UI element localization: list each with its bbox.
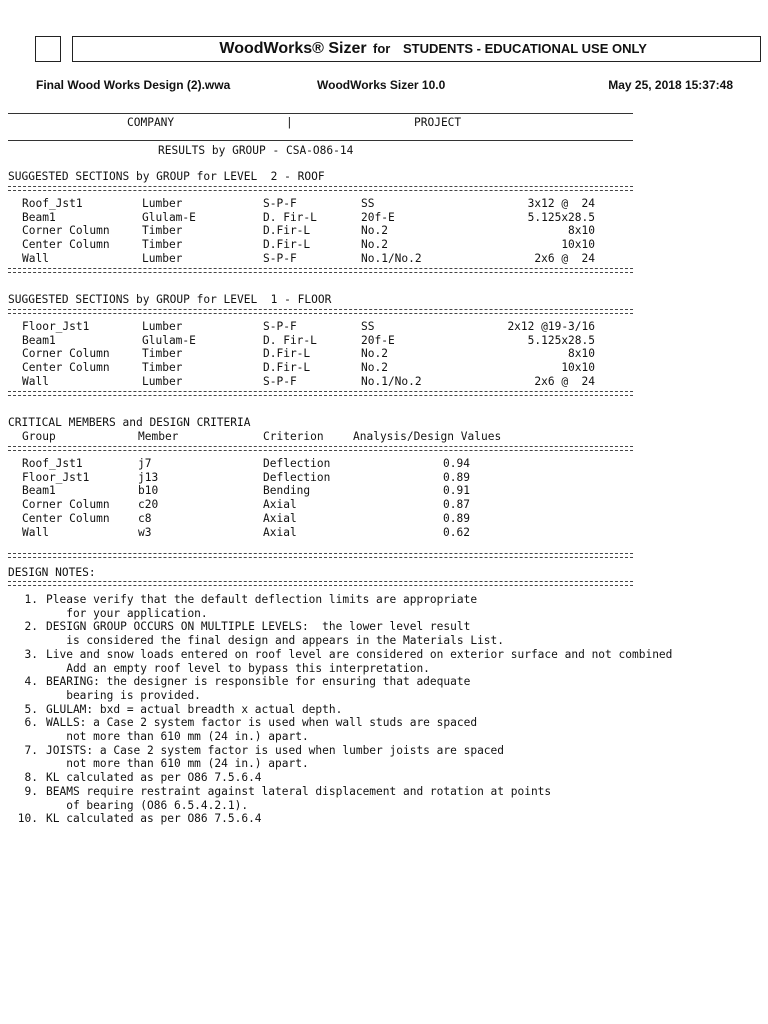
size-cell: 3x12 @ 24 bbox=[527, 197, 595, 210]
note-text: GLULAM: bxd = actual breadth x actual depth. bbox=[46, 702, 343, 716]
group-cell: Center Column bbox=[22, 361, 110, 375]
material-cell: Glulam-E bbox=[142, 333, 196, 347]
table-row bbox=[22, 361, 595, 375]
grade-cell: SS bbox=[361, 197, 375, 210]
size-cell: 8x10 bbox=[568, 224, 595, 238]
grade-cell: SS bbox=[361, 320, 375, 333]
group-cell: Floor_Jst1 bbox=[22, 320, 90, 333]
table-row bbox=[22, 238, 595, 252]
group-cell: Center Column bbox=[22, 238, 110, 252]
usage-label: STUDENTS - EDUCATIONAL USE ONLY bbox=[403, 41, 647, 56]
critical-header-group: Group bbox=[22, 430, 56, 443]
value-cell: 0.87 bbox=[443, 498, 470, 512]
notes-bottom-divider bbox=[8, 581, 633, 586]
size-cell: 5.125x28.5 bbox=[527, 333, 595, 347]
grade-cell: No.1/No.2 bbox=[361, 251, 422, 265]
species-cell: S-P-F bbox=[263, 197, 297, 210]
list-item bbox=[8, 771, 768, 785]
note-text: Live and snow loads entered on roof level are considered on exterior surface and not combined Add an empty roof level to bypass this interpretation. bbox=[46, 647, 673, 675]
note-number: 8. bbox=[24, 771, 38, 785]
material-cell: Timber bbox=[142, 361, 183, 375]
for-label: for bbox=[373, 41, 391, 56]
table-row bbox=[22, 498, 513, 512]
critical-table bbox=[22, 457, 513, 539]
note-number: 4. bbox=[24, 675, 38, 689]
list-item bbox=[8, 785, 768, 812]
group-cell: Floor_Jst1 bbox=[22, 470, 90, 484]
material-cell: Lumber bbox=[142, 197, 183, 210]
project-label: PROJECT bbox=[414, 116, 462, 129]
note-text: Please verify that the default deflection limits are appropriate for your application. bbox=[46, 593, 478, 620]
group-cell: Wall bbox=[22, 251, 49, 265]
group-cell: Corner Column bbox=[22, 224, 110, 238]
critical-header-member: Member bbox=[138, 430, 179, 443]
note-text: BEAMS require restraint against lateral displacement and rotation at points of bearing (O86 6.5.4.2.1). bbox=[46, 784, 552, 812]
material-cell: Timber bbox=[142, 224, 183, 238]
value-cell: 0.89 bbox=[443, 470, 470, 484]
criterion-cell: Deflection bbox=[263, 457, 331, 470]
notes-top-divider bbox=[8, 553, 633, 558]
list-item bbox=[8, 648, 768, 675]
company-top-rule bbox=[8, 113, 633, 114]
group-cell: Corner Column bbox=[22, 498, 110, 512]
member-cell: b10 bbox=[138, 484, 159, 498]
list-item bbox=[8, 812, 768, 826]
critical-top-divider bbox=[8, 446, 633, 451]
company-bottom-rule bbox=[8, 140, 633, 141]
table-row bbox=[22, 526, 513, 540]
species-cell: D.Fir-L bbox=[263, 347, 311, 361]
note-text: BEARING: the designer is responsible for ensuring that adequate bearing is provided. bbox=[46, 675, 471, 702]
group-cell: Beam1 bbox=[22, 333, 56, 347]
grade-cell: No.1/No.2 bbox=[361, 374, 422, 388]
notes-title: DESIGN NOTES: bbox=[8, 566, 96, 579]
list-item bbox=[8, 675, 768, 702]
note-number: 1. bbox=[24, 593, 38, 606]
company-project-separator: | bbox=[286, 116, 293, 129]
species-cell: S-P-F bbox=[263, 320, 297, 333]
grade-cell: No.2 bbox=[361, 361, 388, 375]
list-item bbox=[8, 593, 768, 620]
note-text: JOISTS: a Case 2 system factor is used when lumber joists are spaced not more than 610 mm (24 in.) apart. bbox=[46, 743, 505, 771]
group-cell: Wall bbox=[22, 525, 49, 539]
table-row bbox=[22, 320, 595, 334]
member-cell: c20 bbox=[138, 498, 159, 512]
group-cell: Beam1 bbox=[22, 210, 56, 224]
level1-title: SUGGESTED SECTIONS by GROUP for LEVEL 1 - FLOOR bbox=[8, 293, 332, 306]
material-cell: Timber bbox=[142, 347, 183, 361]
note-number: 3. bbox=[24, 647, 38, 661]
material-cell: Lumber bbox=[142, 251, 183, 265]
species-cell: D.Fir-L bbox=[263, 361, 311, 375]
level2-table bbox=[22, 197, 595, 266]
group-cell: Wall bbox=[22, 374, 49, 388]
level2-top-divider bbox=[8, 186, 633, 191]
note-text: KL calculated as per O86 7.5.6.4 bbox=[46, 812, 262, 826]
list-item bbox=[8, 744, 768, 771]
material-cell: Lumber bbox=[142, 320, 183, 333]
table-row bbox=[22, 375, 595, 389]
list-item bbox=[8, 716, 768, 743]
group-cell: Roof_Jst1 bbox=[22, 457, 83, 470]
species-cell: S-P-F bbox=[263, 251, 297, 265]
size-cell: 5.125x28.5 bbox=[527, 210, 595, 224]
table-row bbox=[22, 334, 595, 348]
level2-bottom-divider bbox=[8, 268, 633, 273]
group-cell: Center Column bbox=[22, 511, 110, 525]
report-datetime: May 25, 2018 15:37:48 bbox=[608, 78, 733, 92]
list-item bbox=[8, 703, 768, 717]
critical-title: CRITICAL MEMBERS and DESIGN CRITERIA bbox=[8, 416, 251, 429]
table-row bbox=[22, 484, 513, 498]
table-row bbox=[22, 512, 513, 526]
critical-header-values: Analysis/Design Values bbox=[353, 430, 502, 443]
species-cell: S-P-F bbox=[263, 374, 297, 388]
criterion-cell: Axial bbox=[263, 498, 297, 512]
note-text: WALLS: a Case 2 system factor is used when wall studs are spaced not more than 610 mm (24 in.) apart. bbox=[46, 716, 478, 744]
app-title: WoodWorks® Sizer bbox=[219, 40, 367, 57]
species-cell: D. Fir-L bbox=[263, 210, 317, 224]
software-version: WoodWorks Sizer 10.0 bbox=[317, 78, 446, 92]
note-number: 9. bbox=[24, 784, 38, 798]
table-row bbox=[22, 347, 595, 361]
list-item bbox=[8, 620, 768, 647]
grade-cell: 20f-E bbox=[361, 333, 395, 347]
value-cell: 0.62 bbox=[443, 525, 470, 539]
note-number: 5. bbox=[24, 702, 38, 716]
grade-cell: No.2 bbox=[361, 224, 388, 238]
level1-bottom-divider bbox=[8, 391, 633, 396]
species-cell: D.Fir-L bbox=[263, 224, 311, 238]
size-cell: 2x6 @ 24 bbox=[534, 374, 595, 388]
note-number: 6. bbox=[24, 716, 38, 730]
criterion-cell: Axial bbox=[263, 511, 297, 525]
member-cell: w3 bbox=[138, 525, 152, 539]
grade-cell: No.2 bbox=[361, 238, 388, 252]
level1-table bbox=[22, 320, 595, 389]
value-cell: 0.91 bbox=[443, 484, 470, 498]
critical-header-row bbox=[22, 430, 501, 444]
header-banner bbox=[72, 36, 761, 62]
level2-title: SUGGESTED SECTIONS by GROUP for LEVEL 2 - ROOF bbox=[8, 170, 325, 183]
table-row bbox=[22, 457, 513, 471]
criterion-cell: Bending bbox=[263, 484, 311, 498]
criterion-cell: Axial bbox=[263, 525, 297, 539]
company-label: COMPANY bbox=[127, 116, 175, 129]
group-cell: Corner Column bbox=[22, 347, 110, 361]
table-row bbox=[22, 252, 595, 266]
size-cell: 2x12 @19-3/16 bbox=[507, 320, 595, 333]
header-checkbox-frame bbox=[35, 36, 61, 62]
size-cell: 10x10 bbox=[561, 238, 595, 252]
design-notes-list bbox=[8, 593, 768, 826]
note-number: 7. bbox=[24, 743, 38, 757]
critical-header-criterion: Criterion bbox=[263, 430, 324, 443]
level1-top-divider bbox=[8, 309, 633, 314]
value-cell: 0.89 bbox=[443, 511, 470, 525]
group-cell: Roof_Jst1 bbox=[22, 197, 83, 210]
results-title: RESULTS by GROUP - CSA-O86-14 bbox=[158, 144, 354, 157]
table-row bbox=[22, 197, 595, 211]
size-cell: 10x10 bbox=[561, 361, 595, 375]
value-cell: 0.94 bbox=[443, 457, 470, 470]
table-row bbox=[22, 471, 513, 485]
member-cell: j13 bbox=[138, 470, 159, 484]
note-text: KL calculated as per O86 7.5.6.4 bbox=[46, 771, 262, 785]
table-row bbox=[22, 211, 595, 225]
species-cell: D. Fir-L bbox=[263, 333, 317, 347]
note-number: 2. bbox=[24, 620, 38, 634]
material-cell: Glulam-E bbox=[142, 210, 196, 224]
material-cell: Timber bbox=[142, 238, 183, 252]
material-cell: Lumber bbox=[142, 374, 183, 388]
size-cell: 2x6 @ 24 bbox=[534, 251, 595, 265]
member-cell: j7 bbox=[138, 457, 152, 470]
size-cell: 8x10 bbox=[568, 347, 595, 361]
species-cell: D.Fir-L bbox=[263, 238, 311, 252]
criterion-cell: Deflection bbox=[263, 470, 331, 484]
file-name: Final Wood Works Design (2).wwa bbox=[36, 78, 231, 92]
note-number: 10. bbox=[17, 812, 38, 826]
group-cell: Beam1 bbox=[22, 484, 56, 498]
grade-cell: No.2 bbox=[361, 347, 388, 361]
note-text: DESIGN GROUP OCCURS ON MULTIPLE LEVELS: the lower level result is considered the final design and appears in the Materials List. bbox=[46, 620, 505, 648]
table-row bbox=[22, 224, 595, 238]
member-cell: c8 bbox=[138, 511, 152, 525]
grade-cell: 20f-E bbox=[361, 210, 395, 224]
